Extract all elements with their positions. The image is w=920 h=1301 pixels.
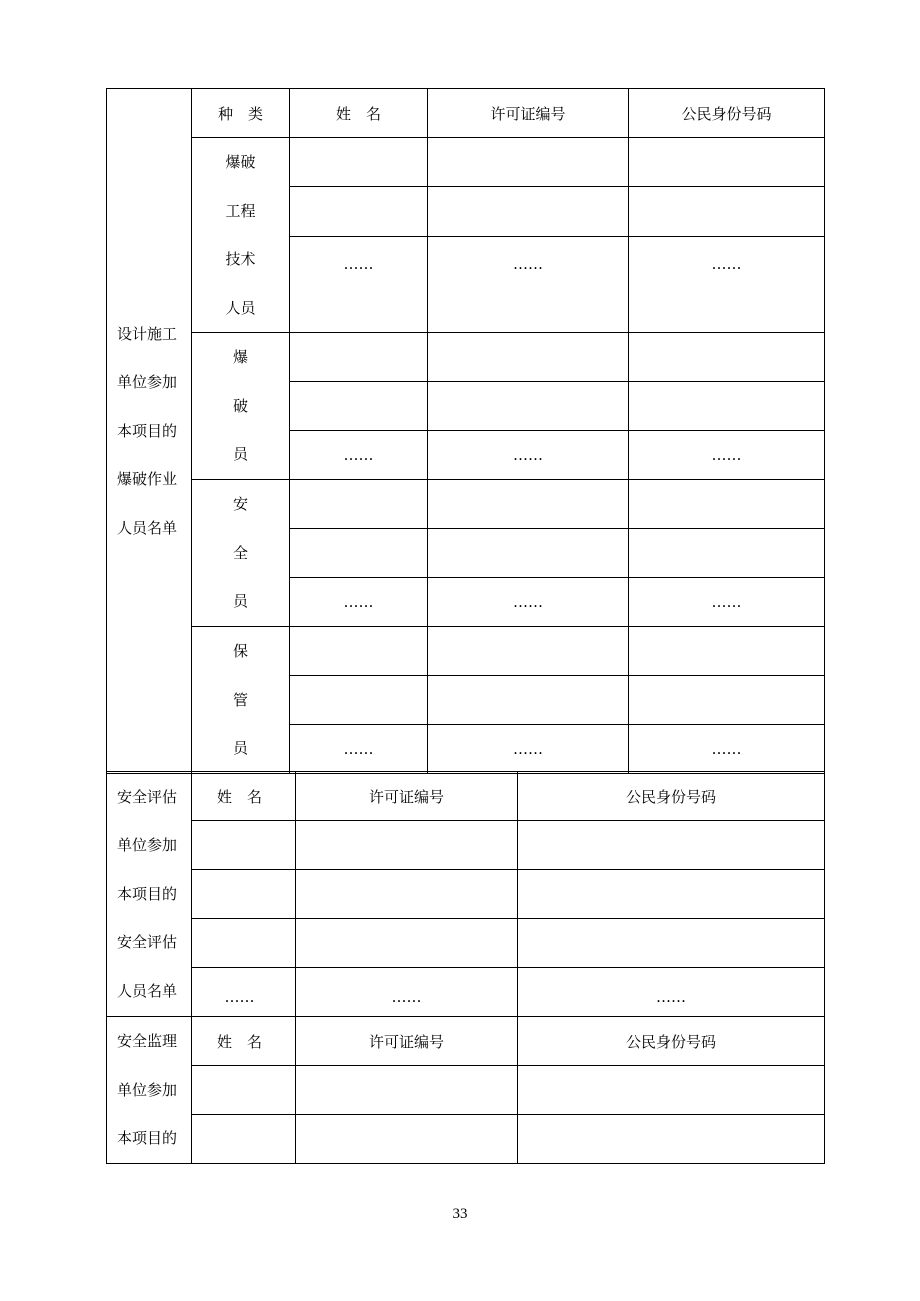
license-cell[interactable] xyxy=(428,138,629,187)
ellipsis-cell: …… xyxy=(629,431,825,480)
id-cell[interactable] xyxy=(518,870,825,919)
category-line: 爆 xyxy=(232,348,248,367)
license-cell[interactable] xyxy=(428,333,629,382)
license-cell[interactable] xyxy=(296,1066,518,1115)
header-category: 种 类 xyxy=(192,89,290,138)
license-cell[interactable] xyxy=(428,187,629,236)
category-line: 员 xyxy=(232,445,248,464)
side-line: 安全评估 xyxy=(117,933,178,952)
license-cell[interactable] xyxy=(428,480,629,529)
ellipsis-cell: …… xyxy=(428,725,629,774)
id-cell[interactable] xyxy=(518,1115,825,1164)
ellipsis-cell: …… xyxy=(290,236,428,333)
header-name: 姓 名 xyxy=(192,772,296,821)
header-id-number: 公民身份号码 xyxy=(629,89,825,138)
id-cell[interactable] xyxy=(629,480,825,529)
section-label-safety-supervision xyxy=(107,1017,192,1164)
side-line: 人员名单 xyxy=(117,981,178,1000)
id-cell[interactable] xyxy=(629,333,825,382)
header-license-number: 许可证编号 xyxy=(296,1017,518,1066)
name-cell[interactable] xyxy=(290,529,428,578)
category-line: 人员 xyxy=(225,298,256,317)
side-line: 设计施工 xyxy=(117,324,178,343)
category-technicians xyxy=(192,138,290,333)
id-cell[interactable] xyxy=(518,1066,825,1115)
ellipsis-cell: …… xyxy=(629,236,825,333)
ellipsis-cell: …… xyxy=(192,968,296,1017)
name-cell[interactable] xyxy=(192,870,296,919)
ellipsis-cell: …… xyxy=(428,431,629,480)
ellipsis-cell: …… xyxy=(290,578,428,627)
category-line: 管 xyxy=(232,690,248,709)
name-cell[interactable] xyxy=(290,138,428,187)
category-line: 破 xyxy=(232,396,248,415)
header-id-number: 公民身份号码 xyxy=(518,1017,825,1066)
category-line: 技术 xyxy=(225,250,256,268)
side-line: 本项目的 xyxy=(117,421,178,440)
category-line: 安 xyxy=(232,495,248,514)
name-cell[interactable] xyxy=(192,821,296,870)
ellipsis-cell: …… xyxy=(629,578,825,627)
name-cell[interactable] xyxy=(192,1066,296,1115)
name-cell[interactable] xyxy=(290,382,428,431)
side-line: 人员名单 xyxy=(117,518,178,537)
license-cell[interactable] xyxy=(428,529,629,578)
page-number: 33 xyxy=(452,1206,468,1222)
category-line: 工程 xyxy=(225,201,256,220)
id-cell[interactable] xyxy=(629,187,825,236)
category-line: 保 xyxy=(232,642,248,661)
header-name: 姓 名 xyxy=(192,1017,296,1066)
name-cell[interactable] xyxy=(192,919,296,968)
ellipsis-cell: …… xyxy=(518,968,825,1017)
ellipsis-cell: …… xyxy=(629,725,825,774)
id-cell[interactable] xyxy=(629,627,825,676)
license-cell[interactable] xyxy=(296,1115,518,1164)
id-cell[interactable] xyxy=(518,821,825,870)
license-cell[interactable] xyxy=(428,382,629,431)
category-safety-officers xyxy=(192,480,290,627)
license-cell[interactable] xyxy=(296,870,518,919)
side-line: 单位参加 xyxy=(117,836,178,855)
category-custodians xyxy=(192,627,290,774)
blasting-personnel-table xyxy=(106,88,825,774)
section-label-design-construction xyxy=(107,89,192,774)
section-label-safety-assessment xyxy=(107,772,192,1017)
ellipsis-cell: …… xyxy=(290,431,428,480)
header-license-number: 许可证编号 xyxy=(428,89,629,138)
safety-supervision-table xyxy=(106,1016,825,1164)
license-cell[interactable] xyxy=(428,627,629,676)
side-line: 单位参加 xyxy=(117,1080,178,1099)
category-line: 全 xyxy=(232,543,248,562)
category-blasters xyxy=(192,333,290,480)
id-cell[interactable] xyxy=(518,919,825,968)
header-name: 姓 名 xyxy=(290,89,428,138)
name-cell[interactable] xyxy=(192,1115,296,1164)
header-id-number: 公民身份号码 xyxy=(518,772,825,821)
id-cell[interactable] xyxy=(629,382,825,431)
ellipsis-cell: …… xyxy=(296,968,518,1017)
side-line: 本项目的 xyxy=(117,1129,178,1148)
license-cell[interactable] xyxy=(296,919,518,968)
ellipsis-cell: …… xyxy=(290,725,428,774)
safety-assessment-table xyxy=(106,771,825,1017)
category-line: 爆破 xyxy=(225,153,256,171)
header-license-number: 许可证编号 xyxy=(296,772,518,821)
id-cell[interactable] xyxy=(629,676,825,725)
name-cell[interactable] xyxy=(290,333,428,382)
side-line: 本项目的 xyxy=(117,884,178,903)
side-line: 安全评估 xyxy=(117,787,178,806)
license-cell[interactable] xyxy=(428,676,629,725)
side-line: 单位参加 xyxy=(117,373,178,392)
license-cell[interactable] xyxy=(296,821,518,870)
side-line: 爆破作业 xyxy=(117,470,178,489)
side-line: 安全监理 xyxy=(117,1032,178,1051)
name-cell[interactable] xyxy=(290,627,428,676)
category-line: 员 xyxy=(232,592,248,611)
name-cell[interactable] xyxy=(290,676,428,725)
name-cell[interactable] xyxy=(290,480,428,529)
ellipsis-cell: …… xyxy=(428,578,629,627)
id-cell[interactable] xyxy=(629,529,825,578)
name-cell[interactable] xyxy=(290,187,428,236)
category-line: 员 xyxy=(232,739,248,758)
ellipsis-cell: …… xyxy=(428,236,629,333)
id-cell[interactable] xyxy=(629,138,825,187)
